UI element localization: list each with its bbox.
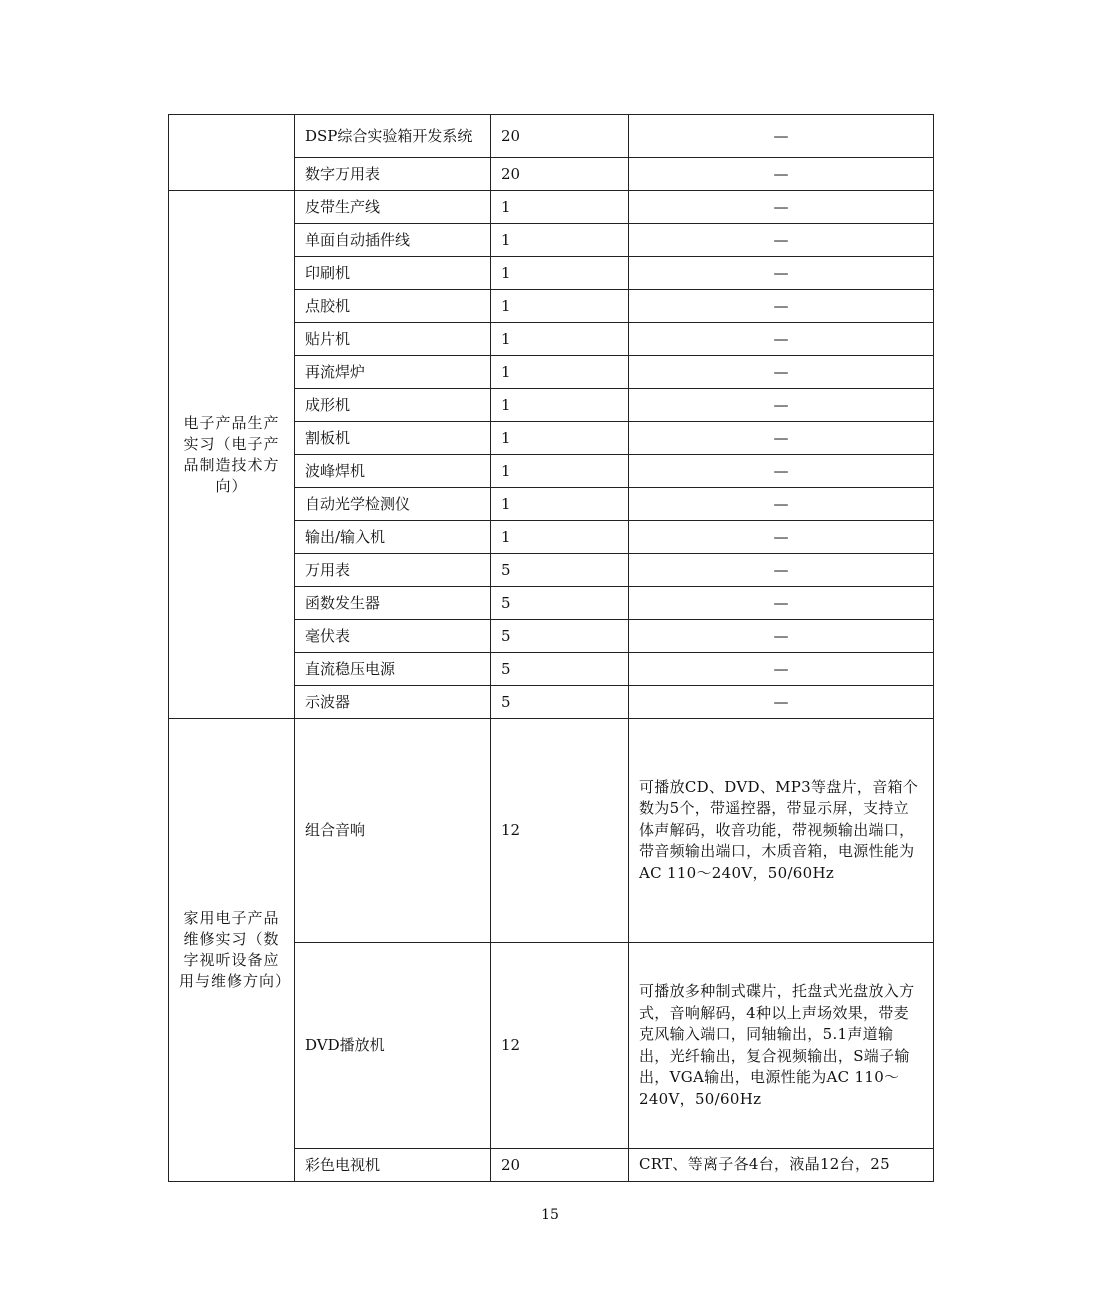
quantity-cell: 1 <box>491 290 629 323</box>
remarks-cell: — <box>629 115 934 158</box>
remarks-cell: — <box>629 686 934 719</box>
equipment-name-cell: 直流稳压电源 <box>295 653 491 686</box>
equipment-name-cell: 彩色电视机 <box>295 1149 491 1182</box>
quantity-cell: 1 <box>491 521 629 554</box>
quantity-cell: 5 <box>491 554 629 587</box>
category-cell: 电子产品生产实习（电子产品制造技术方向） <box>169 191 295 719</box>
quantity-cell: 5 <box>491 653 629 686</box>
quantity-cell: 20 <box>491 158 629 191</box>
remarks-cell: — <box>629 587 934 620</box>
quantity-cell: 5 <box>491 587 629 620</box>
remarks-cell: — <box>629 158 934 191</box>
quantity-cell: 1 <box>491 422 629 455</box>
equipment-name-cell: 成形机 <box>295 389 491 422</box>
quantity-cell: 20 <box>491 115 629 158</box>
equipment-name-cell: DSP综合实验箱开发系统 <box>295 115 491 158</box>
equipment-name-cell: 输出/输入机 <box>295 521 491 554</box>
equipment-name-cell: 贴片机 <box>295 323 491 356</box>
quantity-cell: 5 <box>491 686 629 719</box>
equipment-name-cell: 再流焊炉 <box>295 356 491 389</box>
equipment-name-cell: 割板机 <box>295 422 491 455</box>
equipment-name-cell: 单面自动插件线 <box>295 224 491 257</box>
equipment-table-body <box>169 115 934 1182</box>
remarks-cell: — <box>629 455 934 488</box>
category-cell: 家用电子产品维修实习（数字视听设备应用与维修方向） <box>169 719 295 1182</box>
remarks-cell: CRT、等离子各4台，液晶12台，25 <box>629 1149 934 1182</box>
quantity-cell: 1 <box>491 224 629 257</box>
remarks-cell: — <box>629 653 934 686</box>
table-row <box>169 115 934 158</box>
quantity-cell: 1 <box>491 356 629 389</box>
remarks-cell: — <box>629 191 934 224</box>
quantity-cell: 20 <box>491 1149 629 1182</box>
equipment-name-cell: 数字万用表 <box>295 158 491 191</box>
equipment-name-cell: 波峰焊机 <box>295 455 491 488</box>
remarks-cell: — <box>629 356 934 389</box>
remarks-cell: 可播放CD、DVD、MP3等盘片，音箱个数为5个，带遥控器，带显示屏，支持立体声解码，收音功能，带视频输出端口，带音频输出端口，木质音箱，电源性能为AC 110～240V，50/60Hz <box>629 719 934 943</box>
quantity-cell: 1 <box>491 191 629 224</box>
equipment-name-cell: 印刷机 <box>295 257 491 290</box>
quantity-cell: 1 <box>491 455 629 488</box>
remarks-cell: — <box>629 389 934 422</box>
equipment-name-cell: 毫伏表 <box>295 620 491 653</box>
remarks-cell: — <box>629 224 934 257</box>
page-number: 15 <box>541 1207 559 1223</box>
remarks-cell: 可播放多种制式碟片，托盘式光盘放入方式，音响解码，4种以上声场效果，带麦克风输入端口，同轴输出，5.1声道输出，光纤输出，复合视频输出，S端子输出，VGA输出，电源性能为AC 110～240V，50/60Hz <box>629 943 934 1149</box>
equipment-name-cell: DVD播放机 <box>295 943 491 1149</box>
remarks-cell: — <box>629 290 934 323</box>
quantity-cell: 1 <box>491 257 629 290</box>
remarks-cell: — <box>629 620 934 653</box>
remarks-cell: — <box>629 521 934 554</box>
equipment-name-cell: 示波器 <box>295 686 491 719</box>
equipment-table <box>168 114 934 1182</box>
remarks-cell: — <box>629 422 934 455</box>
quantity-cell: 1 <box>491 488 629 521</box>
remarks-cell: — <box>629 554 934 587</box>
equipment-name-cell: 自动光学检测仪 <box>295 488 491 521</box>
table-row <box>169 719 934 943</box>
equipment-name-cell: 万用表 <box>295 554 491 587</box>
remarks-cell: — <box>629 323 934 356</box>
table-row <box>169 191 934 224</box>
equipment-name-cell: 皮带生产线 <box>295 191 491 224</box>
quantity-cell: 5 <box>491 620 629 653</box>
equipment-name-cell: 点胶机 <box>295 290 491 323</box>
equipment-name-cell: 函数发生器 <box>295 587 491 620</box>
category-cell <box>169 115 295 191</box>
remarks-cell: — <box>629 488 934 521</box>
quantity-cell: 12 <box>491 943 629 1149</box>
quantity-cell: 12 <box>491 719 629 943</box>
remarks-cell: — <box>629 257 934 290</box>
quantity-cell: 1 <box>491 389 629 422</box>
equipment-name-cell: 组合音响 <box>295 719 491 943</box>
quantity-cell: 1 <box>491 323 629 356</box>
